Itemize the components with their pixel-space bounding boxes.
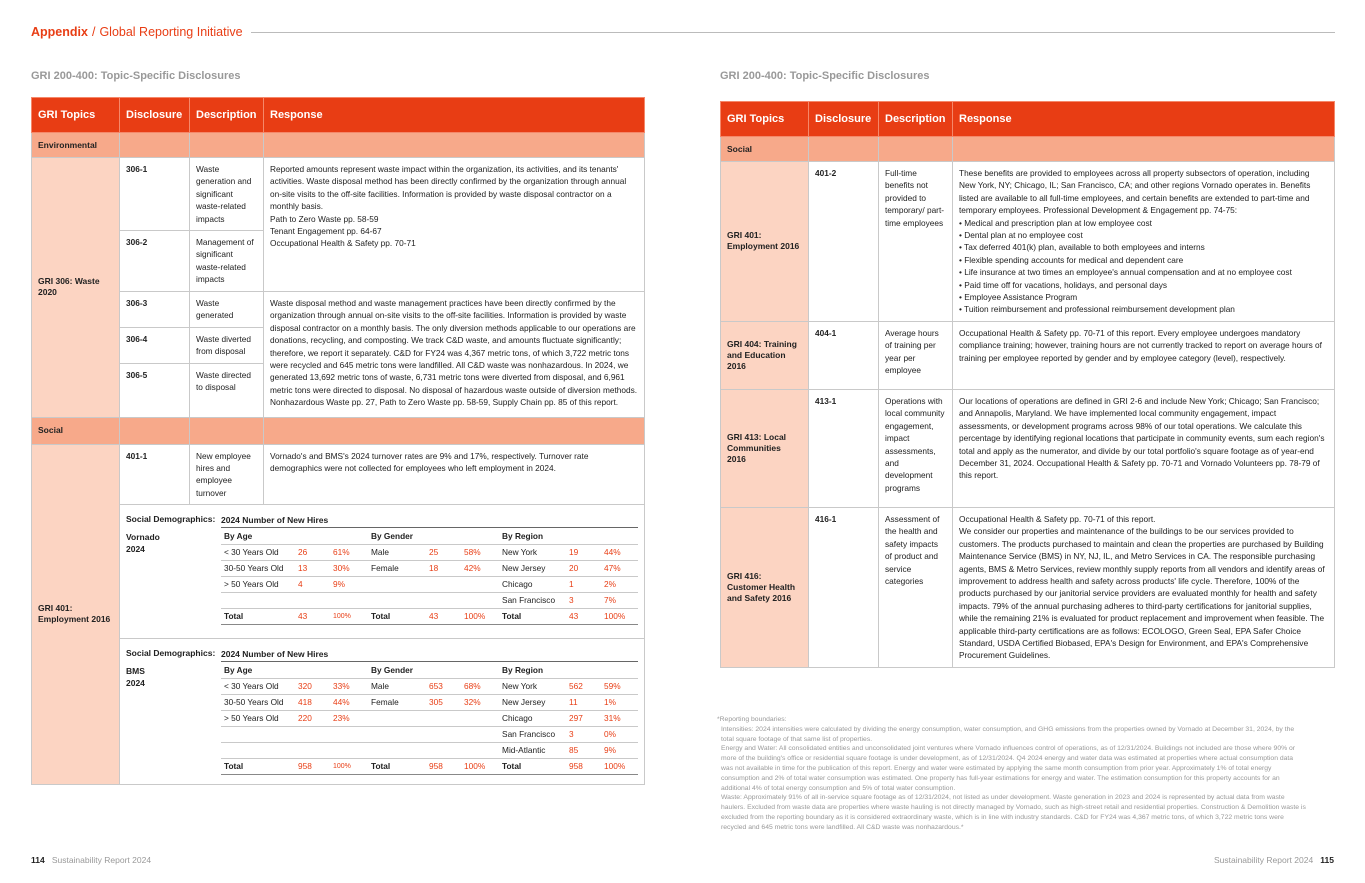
col-response: Response xyxy=(264,98,645,133)
topic-gri-404: GRI 404: Training and Education 2016 xyxy=(721,321,809,389)
header-rule xyxy=(251,32,1335,33)
col-description: Description xyxy=(190,98,264,133)
footer-report-name: Sustainability Report 2024 xyxy=(51,855,152,865)
disclosure-description: Assessment of the health and safety impacts of product and service categories xyxy=(879,507,953,667)
disclosure-description: Waste generated xyxy=(190,292,264,328)
disclosure-description: Full-time benefits not provided to temporary/ part-time employees xyxy=(879,162,953,322)
topic-gri-413: GRI 413: Local Communities 2016 xyxy=(721,389,809,507)
left-disclosure-table xyxy=(31,97,645,785)
benefit-item: • Life insurance at two times an employee's annual compensation and at no employee cost xyxy=(959,267,1292,278)
disclosure-description: Management of significant waste-related impacts xyxy=(190,231,264,292)
notes-paragraph: Waste: Approximately 91% of all in-service square footage as of 12/31/2024, not listed as under development. Waste generation in 2023 and 2024 is represented by actual data from waste haulers. Excluded from waste data are properties where waste hauling is not directly managed by Vornado, such as high-street retail and residential properties. Construction & Demolition waste is excluded from the reporting boundary as it is considered extraordinary waste, which is in line with industry standards. C&D for FY24 was 4,367 metric tons, of which 3,722 metric tons were recycled and 645 metric tons were landfilled. All C&D waste was nonhazardous.* xyxy=(721,794,1306,831)
benefit-item: • Tuition reimbursement and professional reimbursement development plan xyxy=(959,304,1235,315)
demographics-label: Social Demographics: xyxy=(126,648,216,659)
topic-gri-401: GRI 401: Employment 2016 xyxy=(32,444,120,785)
vornado-demographics xyxy=(120,505,645,639)
page-number-right: 115 xyxy=(1320,855,1334,865)
page-number-left: 114 xyxy=(31,855,45,865)
col-disclosure: Disclosure xyxy=(120,98,190,133)
benefit-item: • Dental plan at no employee cost xyxy=(959,230,1083,241)
disclosure-description: Waste generation and significant waste-related impacts xyxy=(190,158,264,231)
disclosure-description: Average hours of training per year per employee xyxy=(879,321,953,389)
head-by-region: By Region xyxy=(499,528,638,544)
col-description: Description xyxy=(879,102,953,137)
category-social: Social xyxy=(32,417,120,444)
disclosure-description: Waste directed to disposal xyxy=(190,363,264,417)
disclosure-description: New employee hires and employee turnover xyxy=(190,444,264,505)
benefit-item: • Medical and prescription plan at low employee cost xyxy=(959,217,1152,228)
response-cell xyxy=(264,158,645,292)
hires-row: Mid-Atlantic 85 9% xyxy=(221,742,638,758)
footer-left xyxy=(31,855,151,865)
topic-gri-401: GRI 401: Employment 2016 xyxy=(721,162,809,322)
col-gri-topics: GRI Topics xyxy=(32,98,120,133)
header-separator: / xyxy=(91,25,96,39)
hires-table-title: 2024 Number of New Hires xyxy=(221,647,638,662)
head-by-region: By Region xyxy=(499,662,638,678)
disclosure-description: Waste diverted from disposal xyxy=(190,327,264,363)
response-cell: Occupational Health & Safety pp. 70-71 of this report. Every employee undergoes mandatory compliance training; however, training hours are not currently tracked to report on average hours of training per employee reported by gender and by employee category (level), respectively. xyxy=(953,321,1335,389)
hires-row: < 30 Years Old 320 33% Male 653 68% New York 562 59% xyxy=(221,678,638,694)
category-environmental: Environmental xyxy=(32,133,120,158)
topic-gri-416: GRI 416: Customer Health and Safety 2016 xyxy=(721,507,809,667)
left-section-title: GRI 200-400: Topic-Specific Disclosures xyxy=(31,70,241,82)
head-by-age: By Age xyxy=(221,662,368,678)
header-subtitle: Global Reporting Initiative xyxy=(99,25,243,39)
response-reference: Tenant Engagement pp. 64-67 xyxy=(270,226,382,237)
demographics-entity: BMS 2024 xyxy=(126,666,145,689)
response-reference: Path to Zero Waste pp. 58-59 xyxy=(270,213,379,224)
hires-total-row: Total 43 100% Total 43 100% Total 43 100% xyxy=(221,608,638,624)
hires-row: 30-50 Years Old 13 30% Female 18 42% New Jersey 20 47% xyxy=(221,560,638,576)
demographics-label: Social Demographics: xyxy=(126,514,216,525)
col-gri-topics: GRI Topics xyxy=(721,102,809,137)
right-disclosure-table xyxy=(720,101,1335,668)
right-section-title: GRI 200-400: Topic-Specific Disclosures xyxy=(720,70,930,82)
head-by-gender: By Gender xyxy=(368,528,499,544)
hires-row: 30-50 Years Old 418 44% Female 305 32% New Jersey 11 1% xyxy=(221,694,638,710)
hires-table-title: 2024 Number of New Hires xyxy=(221,513,638,528)
disclosure-code: 306-3 xyxy=(120,292,190,328)
response-cell: Vornado's and BMS's 2024 turnover rates are 9% and 17%, respectively. Turnover rate demographics were not collected for employees who left employment in 2024. xyxy=(264,444,645,505)
bms-hires-table xyxy=(221,662,638,775)
benefit-item: • Flexible spending accounts for medical and dependent care xyxy=(959,254,1184,265)
response-cell: Waste disposal method and waste management practices have been directly confirmed by the organization through annual on-site visits to the off-site facilities. Information is provided by waste disposal contractor on a monthly basis. The only diversion methods applicable to our operations are donations, recycling, and composting. We track C&D waste, and amounts fluctuate significantly; therefore, we report it separately. C&D for FY24 was 4,367 metric tons, of which 3,722 metric tons were recycled and 645 metric tons were landfilled. All C&D waste was nonhazardous. In 2024, we generated 13,692 metric tons of waste, 6,731 metric tons were diverted from disposal, and 6,961 metric tons were directed to disposal. No disposal of hazardous waste outside of diversion methods. Nonhazardous Waste pp. 27, Path to Zero Waste pp. 58-59, Supply Chain pp. 85 of this report. xyxy=(264,292,645,418)
notes-paragraph: Energy and Water: All consolidated entities and unconsolidated joint ventures where Vornado influences control of operations, as of 12/31/2024. Buildings not included are those where 90% or more of the building's office or residential square footage is under development, as of 12/31/2024. Q4 2024 energy and water data was estimated at properties where actual consumption data was not available in time for the publication of this report. Energy and water were estimated by applying the same month consumption from prior year. Approximately 1% of total energy consumption and 2% of total water consumption was estimated. One property has full-year estimations for energy and water. The estimation consumption for this property accounts for an additional 4% of total energy consumption and 5% of total water consumption. xyxy=(721,745,1296,792)
notes-heading: *Reporting boundaries: xyxy=(717,716,787,723)
disclosure-code: 401-2 xyxy=(809,162,879,322)
response-cell: These benefits are provided to employees across all property subsectors of operation, including New York, NY; Chicago, IL; San Francisco, CA; and other regions Vornado operates in. Benefits listed are available to all full-time employees, and certain benefits are extended to part-time and temporary employees. Professional Development & Engagement pp. 74-75: • Medical and prescription plan at low employee cost • Dental plan at no employee cost • Tax deferred 401(k) plan, available to both employees and interns • Flexible spending accounts for medical and dependent care • Life insurance at two times an employee's annual compensation and at no employee cost • Paid time off for vacations, holidays, and personal days • Employee Assistance Program • Tuition reimbursement and professional reimbursement development plan xyxy=(953,162,1335,322)
disclosure-code: 306-5 xyxy=(120,363,190,417)
benefit-item: • Employee Assistance Program xyxy=(959,292,1078,303)
response-text: Reported amounts represent waste impact within the organization, its activities, and its tenants' activities. Waste disposal method has been directly confirmed by the organization through annual on-site visits to the off-site facilities. Information is provided by waste disposal contractor on a monthly basis. xyxy=(270,164,627,212)
col-disclosure: Disclosure xyxy=(809,102,879,137)
disclosure-code: 401-1 xyxy=(120,444,190,505)
benefit-item: • Tax deferred 401(k) plan, available to both employees and interns xyxy=(959,242,1205,253)
head-by-gender: By Gender xyxy=(368,662,499,678)
topic-gri-306: GRI 306: Waste 2020 xyxy=(32,158,120,418)
head-by-age: By Age xyxy=(221,528,368,544)
disclosure-description: Operations with local community engagement, impact assessments, and development programs xyxy=(879,389,953,507)
reporting-boundaries-notes xyxy=(717,715,1307,833)
page-header xyxy=(31,25,1335,39)
disclosure-code: 306-2 xyxy=(120,231,190,292)
hires-total-row: Total 958 100% Total 958 100% Total 958 100% xyxy=(221,758,638,774)
benefit-item: • Paid time off for vacations, holidays, and personal days xyxy=(959,279,1167,290)
hires-row: San Francisco 3 0% xyxy=(221,726,638,742)
notes-paragraph: Intensities: 2024 intensities were calculated by dividing the energy consumption, water consumption, and GHG emissions from the properties owned by Vornado at December 31, 2024, by the total square footage of that same list of properties. xyxy=(721,725,1295,743)
hires-row: < 30 Years Old 26 61% Male 25 58% New York 19 44% xyxy=(221,544,638,560)
bms-demographics xyxy=(120,639,645,785)
header-section: Appendix xyxy=(31,25,88,39)
response-reference: Occupational Health & Safety pp. 70-71 xyxy=(270,238,416,249)
disclosure-code: 413-1 xyxy=(809,389,879,507)
category-social: Social xyxy=(721,137,809,162)
disclosure-code: 416-1 xyxy=(809,507,879,667)
disclosure-code: 306-1 xyxy=(120,158,190,231)
hires-row: > 50 Years Old 4 9% Chicago 1 2% xyxy=(221,576,638,592)
disclosure-code: 306-4 xyxy=(120,327,190,363)
footer-report-name: Sustainability Report 2024 xyxy=(1213,855,1314,865)
hires-row: San Francisco 3 7% xyxy=(221,592,638,608)
hires-row: > 50 Years Old 220 23% Chicago 297 31% xyxy=(221,710,638,726)
vornado-hires-table xyxy=(221,528,638,625)
demographics-entity: Vornado 2024 xyxy=(126,532,160,555)
disclosure-code: 404-1 xyxy=(809,321,879,389)
col-response: Response xyxy=(953,102,1335,137)
footer-right xyxy=(1214,855,1334,865)
response-cell: Occupational Health & Safety pp. 70-71 of this report. We consider our properties and maintenance of the buildings to be our services provided to customers. The products purchased to maintain and clean the properties are purchased by Building Maintenance Service (BMS) in NY, NJ, IL, and Metro Services in CA. The responsible purchasing agents, BMS & Metro Services, review monthly supply reports from all vendors and identify areas of improvement to address health and safety across products' life cycle. Therefore, 100% of the products purchased by our janitorial service providers are evaluated monthly for health and safety impacts. 79% of the annual purchasing adheres to third-party certifications for janitorial supplies, while the remaining 21% is evaluated for product replacement and improvement when feasible. The applicable third-party certifications are as follows: ECOLOGO, Green Seal, EPA Safer Choice Standard, USDA Certified Biobased, EPA's Design for Environment, and EPA's Comprehensive Procurement Guidelines. xyxy=(953,507,1335,667)
response-cell: Our locations of operations are defined in GRI 2-6 and include New York; Chicago; San Francisco; and Annapolis, Maryland. We have implemented local community engagement, impact assessments, or development programs across 98% of our total operations. We calculate this percentage by identifying regional locations that participate in community events, sum each region's total and apply as the numerator, and divide by our total portfolio's square footage as of year-end December 31, 2024. Occupational Health & Safety pp. 70-71 and Vornado Volunteers pp. 78-79 of this report. xyxy=(953,389,1335,507)
